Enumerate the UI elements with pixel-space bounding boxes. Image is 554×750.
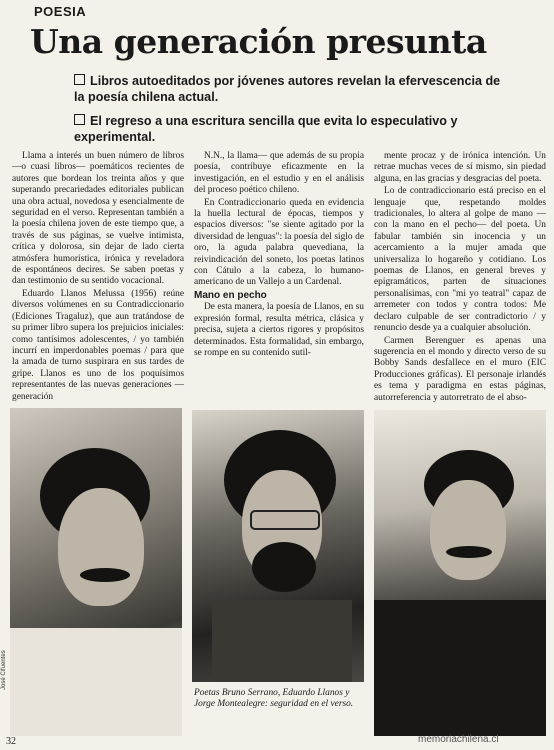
subheading: Mano en pecho	[194, 289, 267, 301]
watermark: memoriachilena.cl	[418, 734, 499, 745]
photo-caption: Poetas Bruno Serrano, Eduardo Llanos y Jorge Montealegre: seguridad en el verso.	[194, 688, 354, 710]
paragraph: En Contradiccionario queda en evidencia la huella lectural de épocas, tiempos y espacios diversos: "se siente agitado por la diversidad de lenguas": la poesía del siglo de oro, la aguda palabra quevediana, la reivindicación del soneto, los poetas latinos con Cátulo a la cabeza, lo humano-americano de un Vallejo a un Cardenal.	[194, 197, 364, 288]
headline: Una generación presunta	[30, 22, 487, 61]
square-bullet-icon	[74, 114, 85, 125]
column-3	[374, 151, 546, 415]
paragraph: De esta manera, la poesía de Llanos, en su expresión formal, resulta métrica, clásica y precisa, sujeta a ciertos rigores y propósitos determinados. Esta formalidad, sin embargo, se rompe en su contenido sutil-	[194, 302, 364, 358]
paragraph: N.N., la llama— que además de su propia poesía, contribuye eficazmente en la investigación, en el estudio y en el análisis del proceso poético chileno.	[194, 151, 364, 196]
paragraph: Lo de contradiccionario está preciso en el lenguaje que, respetando moldes tradicionales, lo altera al golpe de mano —con la mano en el pecho— del poeta. Un fabular también sin inocencia y un acercamiento a la mujer amada que universaliza lo hogareño y cotidiano. Los poemas de Llanos, en general breves y epigramáticos, parten de situaciones personalísimas, con "mi yo teatral" capaz de arremeter con todos y contra todos: Me declaro culpable de ser contradictorio / y renuncio desde ya a cualquier absolución.	[374, 186, 546, 334]
photo-jorge-montealegre	[374, 410, 546, 736]
paragraph: mente procaz y de irónica intención. Un retrae muchas veces de sí mismo, sin piedad alguna, en las gracias y desgracias del poeta.	[374, 151, 546, 184]
photo-bruno-serrano	[10, 408, 182, 736]
paragraph: Llama a interés un buen número de libros —o cuasi libros— poemáticos recientes de autores que bordean los treinta años y que superando precariedades editoriales publican una obra actual, novedosa y esencialmente de seguridad en el verso. Representan también a la poesía chilena joven de este tiempo que, a través de sus páginas, se vuelve intimista, crítica y dolorosa, sin dejar de lado cierta atmósfera humorística, irónica y reveladora de espontáneos decires. Se saben poetas y dan testimonio de su sentido vocacional.	[12, 151, 184, 287]
square-bullet-icon	[74, 74, 85, 85]
column-1	[12, 151, 184, 407]
deck-2-text: El regreso a una escritura sencilla que evita lo especulativo y experimental.	[74, 114, 458, 144]
deck-1-text: Libros autoeditados por jóvenes autores revelan la efervescencia de la poesía chilena actual.	[74, 74, 501, 104]
deck-1	[74, 74, 514, 105]
paragraph: Carmen Berenguer es apenas una sugerencia en el mondo y directo verso de su Bobby Sands desfallece en el muro (EIC Producciones gráficas). El personaje irlandés es tema y paradigma en estas páginas, autorreferencia y autorretrato de el abso-	[374, 335, 546, 403]
paragraph: Eduardo Llanos Melussa (1956) reúne diversos volúmenes en su Contradiccionario (Ediciones Tragaluz), que aun tratándose de su primer libro supera los prejuicios iniciales: como tantísimos adolescentes, / yo también incurrí en imperdonables poemas / para que la amada de turno suspirara en sus tardes de gripe. Llanos es uno de los poquísimos representantes de las nuevas generaciones —generación	[12, 288, 184, 402]
page-number: 32	[6, 736, 16, 747]
column-2	[194, 151, 364, 409]
photo-credit: José Cifuentes	[1, 650, 7, 690]
photo-eduardo-llanos	[192, 410, 364, 682]
deck-2	[74, 114, 514, 145]
section-label: POESIA	[34, 4, 87, 19]
